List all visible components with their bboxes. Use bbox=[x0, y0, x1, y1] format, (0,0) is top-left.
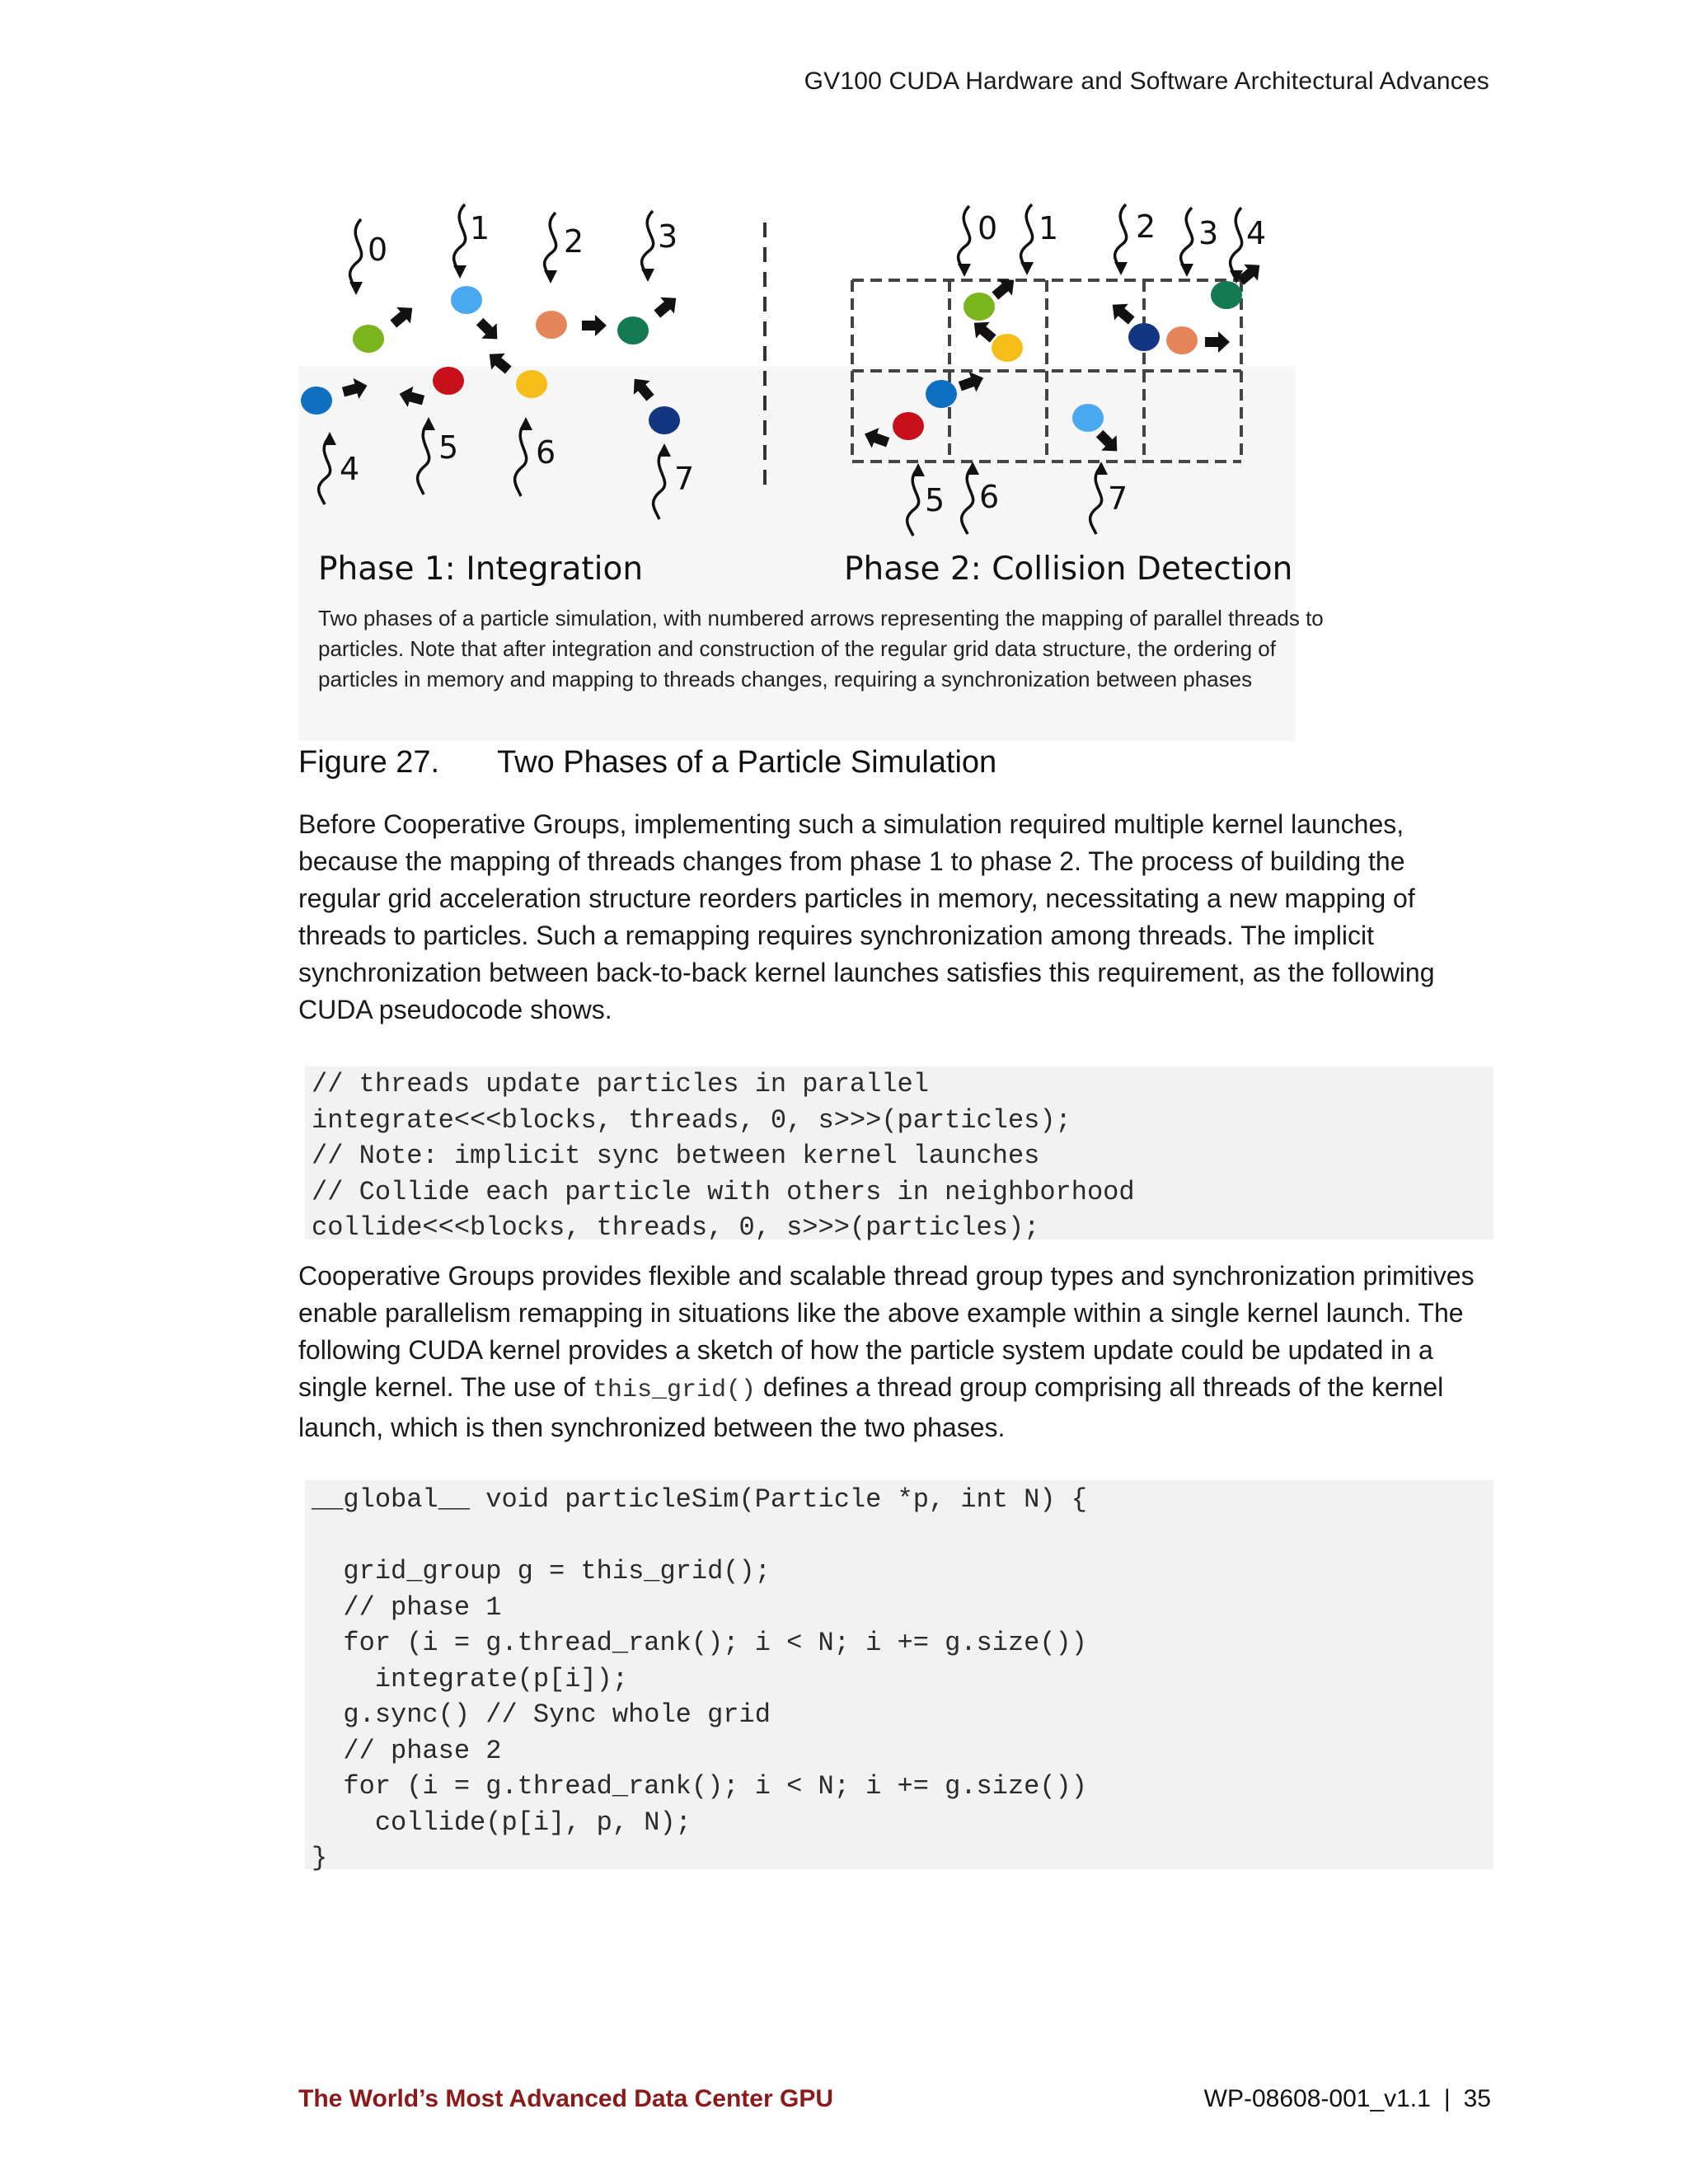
thread-arrow-head bbox=[323, 432, 336, 445]
direction-arrow bbox=[396, 383, 426, 410]
thread-arrow-line bbox=[418, 422, 429, 494]
paragraph-2-text-b: defines a thread group comprising all threads of the kernel launch, which is then synchronized between the two phases. bbox=[298, 1372, 1444, 1442]
particle-dot bbox=[926, 380, 957, 408]
particle-dot bbox=[992, 334, 1023, 362]
thread-arrow-line bbox=[1090, 466, 1102, 534]
thread-number: 4 bbox=[1246, 215, 1267, 251]
particle-dot bbox=[433, 367, 464, 395]
thread-number: 0 bbox=[368, 232, 388, 268]
direction-arrow bbox=[650, 290, 683, 322]
particle-dot bbox=[1072, 404, 1104, 432]
thread-arrow-head bbox=[912, 463, 925, 476]
thread-number: 6 bbox=[536, 434, 556, 471]
thread-number: 6 bbox=[979, 479, 1000, 515]
page-number: 35 bbox=[1463, 2085, 1491, 2112]
kernel-code-line bbox=[305, 1518, 1493, 1554]
thread-number: 0 bbox=[978, 210, 998, 246]
thread-number: 7 bbox=[674, 461, 695, 497]
particle-dot bbox=[964, 293, 995, 321]
thread-arrow-line bbox=[350, 219, 362, 290]
particle-dot bbox=[301, 387, 332, 415]
kernel-code-line: for (i = g.thread_rank(); i < N; i += g.size()) bbox=[312, 1771, 1087, 1802]
kernel-code-line: grid_group g = this_grid(); bbox=[312, 1556, 771, 1586]
thread-number: 4 bbox=[340, 451, 360, 487]
phase2-title: Phase 2: Collision Detection bbox=[844, 551, 1293, 588]
doc-id: WP-08608-001_v1.1 bbox=[1203, 2085, 1431, 2112]
footer-separator: | bbox=[1443, 2085, 1451, 2112]
thread-arrow-head bbox=[966, 462, 979, 475]
particle-dot bbox=[893, 412, 924, 440]
page-header-title: GV100 CUDA Hardware and Software Architectural Advances bbox=[804, 68, 1489, 95]
direction-arrow bbox=[472, 314, 505, 347]
thread-number: 3 bbox=[1198, 215, 1219, 251]
particle-dot bbox=[1166, 326, 1198, 354]
paragraph-2-text-a: Cooperative Groups provides flexible and scalable thread group types and synchronization primitives enable parallelism remapping in situations like the above example within a single kernel launch. The following CUDA kernel provides a sketch of how the particle system update could be updated in a single kernel. The use of bbox=[298, 1261, 1475, 1402]
figure-caption: Two phases of a particle simulation, with numbered arrows representing the mapping of parallel threads to particles. Note that after integration and construction of the regular grid data structure, the ordering of particles in memory and mapping to threads changes, requiring a synchronization between phases bbox=[318, 606, 1324, 691]
thread-arrow-line bbox=[907, 468, 919, 536]
kernel-code-line: __global__ void particleSim(Particle *p, int N) { bbox=[312, 1484, 1087, 1515]
figure-label bbox=[298, 745, 996, 780]
particle-dot bbox=[617, 316, 649, 344]
direction-arrow bbox=[626, 372, 659, 405]
body-paragraph-1: Before Cooperative Groups, implementing such a simulation required multiple kernel launches, because the mapping of threads changes from phase 1 to phase 2. The process of building the regular grid acceleration structure reorders particles in memory, necessitating a new mapping of threads to particles. Such a remapping requires synchronization among threads. The implicit synchronization between back-to-back kernel launches satisfies this requirement, as the following CUDA pseudocode shows. bbox=[298, 809, 1435, 1024]
kernel-code-line: // phase 1 bbox=[312, 1591, 502, 1623]
thread-arrow-line bbox=[1115, 204, 1127, 270]
thread-arrow-line bbox=[545, 213, 556, 279]
direction-arrow bbox=[387, 300, 420, 332]
direction-arrow bbox=[861, 424, 892, 452]
particle-dot bbox=[353, 325, 384, 353]
thread-arrow-head bbox=[519, 417, 532, 430]
thread-number: 1 bbox=[470, 210, 490, 246]
footer-doc-info bbox=[1204, 2085, 1491, 2113]
kernel-code-line: // phase 2 bbox=[312, 1735, 502, 1766]
kernel-code-line: for (i = g.thread_rank(); i < N; i += g.size()) bbox=[312, 1628, 1087, 1658]
pseudocode-line: // threads update particles in parallel bbox=[312, 1069, 929, 1099]
thread-number: 1 bbox=[1039, 210, 1059, 246]
thread-arrow-line bbox=[515, 422, 527, 496]
kernel-code-line: collide(p[i], p, N); bbox=[312, 1807, 692, 1838]
direction-arrow bbox=[1205, 331, 1230, 353]
thread-arrow-line bbox=[1021, 204, 1033, 270]
pseudocode-line: collide<<<blocks, threads, 0, s>>>(particles); bbox=[312, 1212, 1040, 1243]
thread-arrow-line bbox=[454, 204, 466, 274]
thread-arrow-head bbox=[641, 269, 654, 282]
code-block-pseudocode bbox=[305, 1066, 1493, 1243]
kernel-code-line: g.sync() // Sync whole grid bbox=[312, 1699, 771, 1730]
direction-arrow bbox=[582, 315, 607, 336]
direction-arrow bbox=[988, 272, 1021, 304]
thread-arrow-head bbox=[1020, 262, 1034, 275]
thread-arrow-line bbox=[319, 437, 331, 504]
direction-arrow bbox=[340, 375, 370, 402]
direction-arrow bbox=[482, 346, 515, 378]
thread-arrow-head bbox=[958, 264, 971, 277]
thread-arrow-head bbox=[349, 282, 363, 295]
thread-arrow-head bbox=[544, 270, 557, 284]
thread-arrow-head bbox=[453, 265, 467, 279]
direction-arrow bbox=[1105, 297, 1138, 329]
code-block-kernel bbox=[305, 1480, 1493, 1873]
thread-number: 2 bbox=[564, 223, 584, 260]
pseudocode-line: // Collide each particle with others in neighborhood bbox=[312, 1176, 1135, 1207]
thread-number: 7 bbox=[1108, 480, 1128, 517]
inline-code-this-grid: this_grid() bbox=[592, 1376, 756, 1404]
kernel-code-line: integrate(p[i]); bbox=[312, 1663, 629, 1694]
thread-arrow-line bbox=[959, 206, 970, 272]
thread-arrow-line bbox=[654, 448, 665, 519]
pseudocode-line: integrate<<<blocks, threads, 0, s>>>(particles); bbox=[312, 1104, 1071, 1136]
figure-title: Two Phases of a Particle Simulation bbox=[497, 745, 997, 780]
particle-dot bbox=[536, 311, 567, 339]
thread-number: 3 bbox=[658, 218, 678, 255]
body-paragraph-2 bbox=[298, 1258, 1493, 1446]
phase1-title: Phase 1: Integration bbox=[318, 551, 644, 588]
thread-number: 5 bbox=[438, 429, 459, 466]
thread-arrow-line bbox=[962, 466, 973, 534]
particle-dot bbox=[1211, 281, 1242, 309]
thread-arrow-line bbox=[1181, 208, 1193, 272]
thread-arrow-head bbox=[1114, 262, 1128, 275]
thread-arrow-line bbox=[1231, 208, 1242, 279]
particle-dot bbox=[1128, 323, 1160, 351]
thread-number: 5 bbox=[925, 482, 945, 518]
pseudocode-line: // Note: implicit sync between kernel launches bbox=[312, 1141, 1040, 1171]
figure-number: Figure 27. bbox=[298, 745, 440, 780]
thread-arrow-head bbox=[1180, 264, 1193, 277]
thread-arrow-line bbox=[642, 211, 654, 277]
thread-arrow-head bbox=[1095, 462, 1108, 475]
thread-arrow-head bbox=[422, 417, 435, 430]
kernel-code-line: } bbox=[312, 1843, 328, 1873]
footer-tagline: The World’s Most Advanced Data Center GPU bbox=[298, 2085, 833, 2112]
thread-arrow-head bbox=[658, 443, 671, 457]
thread-number: 2 bbox=[1136, 209, 1156, 245]
particle-dot bbox=[451, 286, 482, 314]
particle-dot bbox=[649, 406, 680, 434]
particle-dot bbox=[516, 370, 547, 398]
direction-arrow bbox=[1092, 426, 1125, 459]
